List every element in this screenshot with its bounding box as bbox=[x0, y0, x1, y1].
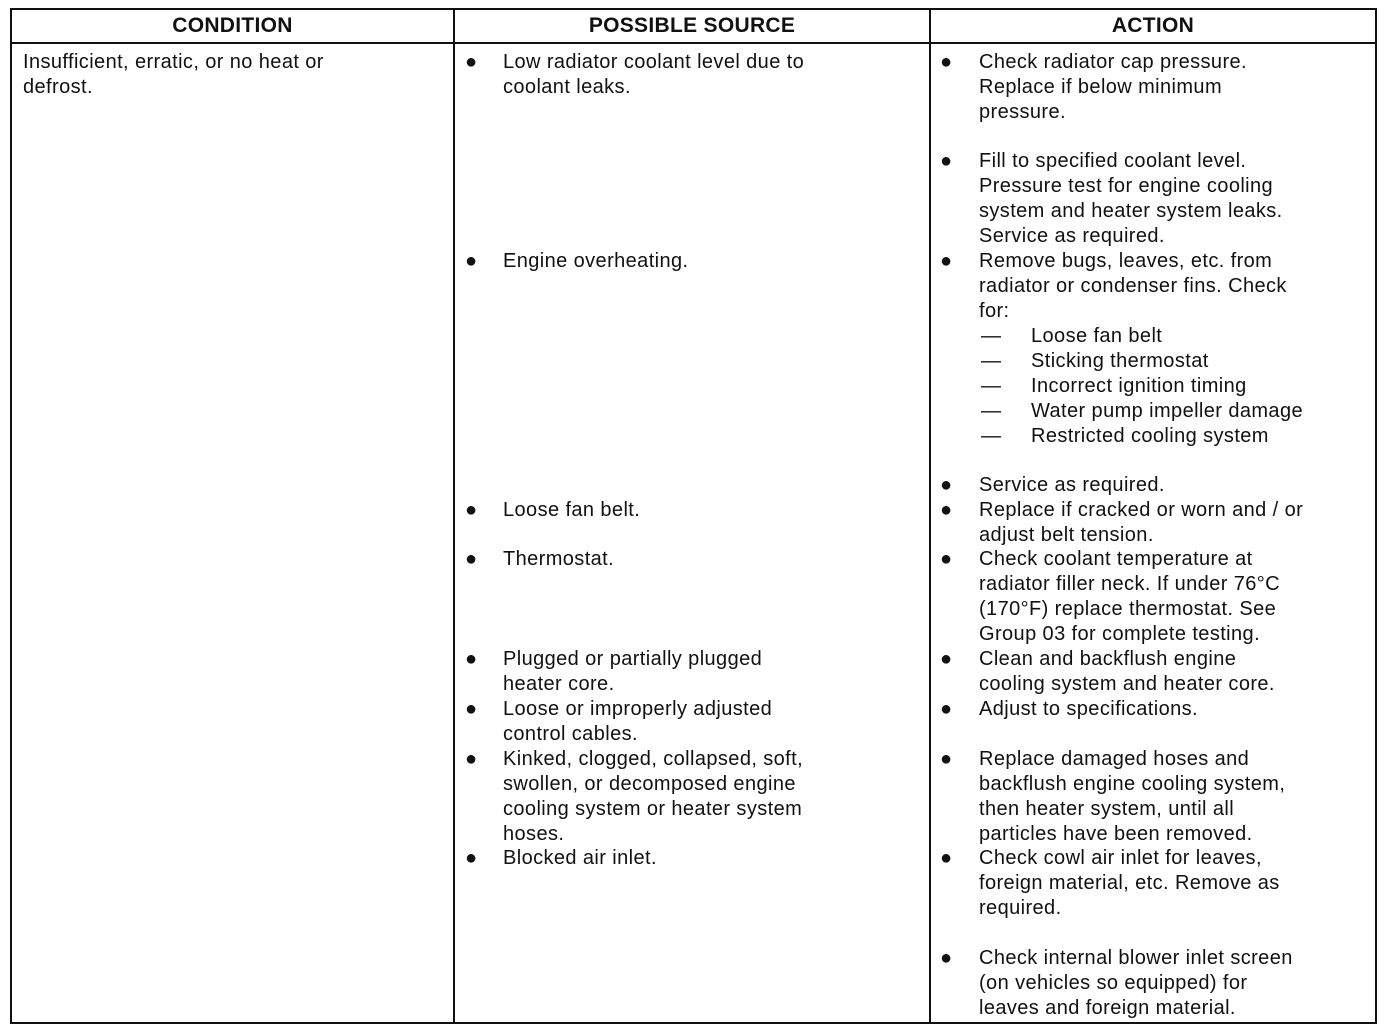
action-text: Remove bugs, leaves, etc. from bbox=[979, 250, 1273, 272]
action-text: Group 03 for complete testing. bbox=[979, 623, 1261, 645]
source-text: coolant leaks. bbox=[503, 76, 631, 98]
action-text: Check coolant temperature at bbox=[979, 548, 1253, 570]
action-text: cooling system and heater core. bbox=[979, 673, 1275, 695]
bullet-icon: ● bbox=[465, 51, 478, 73]
source-text: Thermostat. bbox=[503, 548, 615, 570]
action-text: pressure. bbox=[979, 101, 1066, 123]
source-text: cooling system or heater system bbox=[503, 798, 803, 820]
header-possible-source: POSSIBLE SOURCE bbox=[588, 14, 796, 37]
bullet-icon: ● bbox=[940, 748, 953, 770]
action-text: leaves and foreign material. bbox=[979, 997, 1236, 1019]
action-subitem: Restricted cooling system bbox=[1031, 425, 1269, 447]
source-text: heater core. bbox=[503, 673, 615, 695]
bullet-icon: ● bbox=[940, 847, 953, 869]
action-text: radiator or condenser fins. Check bbox=[979, 275, 1287, 297]
column-divider bbox=[929, 8, 931, 1024]
bullet-icon: ● bbox=[465, 847, 478, 869]
source-text: Kinked, clogged, collapsed, soft, bbox=[503, 748, 804, 770]
bullet-icon: ● bbox=[940, 499, 953, 521]
dash-icon: — bbox=[981, 350, 1001, 372]
action-text: foreign material, etc. Remove as bbox=[979, 872, 1280, 894]
action-text: Check radiator cap pressure. bbox=[979, 51, 1247, 73]
column-divider bbox=[453, 8, 455, 1024]
source-text: swollen, or decomposed engine bbox=[503, 773, 796, 795]
action-text: (170°F) replace thermostat. See bbox=[979, 598, 1277, 620]
bullet-icon: ● bbox=[940, 150, 953, 172]
action-text: backflush engine cooling system, bbox=[979, 773, 1286, 795]
source-text: Engine overheating. bbox=[503, 250, 689, 272]
source-text: Loose or improperly adjusted bbox=[503, 698, 773, 720]
action-subitem: Loose fan belt bbox=[1031, 325, 1163, 347]
bullet-icon: ● bbox=[940, 947, 953, 969]
source-text: Low radiator coolant level due to bbox=[503, 51, 805, 73]
action-text: Fill to specified coolant level. bbox=[979, 150, 1247, 172]
action-text: particles have been removed. bbox=[979, 823, 1253, 845]
action-text: required. bbox=[979, 897, 1062, 919]
condition-text: Insufficient, erratic, or no heat or bbox=[23, 51, 324, 73]
action-text: Pressure test for engine cooling bbox=[979, 175, 1274, 197]
action-text: Replace if cracked or worn and / or bbox=[979, 499, 1304, 521]
action-text: (on vehicles so equipped) for bbox=[979, 972, 1248, 994]
action-text: Check cowl air inlet for leaves, bbox=[979, 847, 1262, 869]
bullet-icon: ● bbox=[940, 474, 953, 496]
action-text: radiator filler neck. If under 76°C bbox=[979, 573, 1281, 595]
header-action: ACTION bbox=[1111, 14, 1195, 37]
dash-icon: — bbox=[981, 400, 1001, 422]
header-divider bbox=[10, 42, 1377, 44]
header-condition: CONDITION bbox=[172, 14, 293, 37]
source-text: control cables. bbox=[503, 723, 638, 745]
bullet-icon: ● bbox=[940, 51, 953, 73]
bullet-icon: ● bbox=[940, 548, 953, 570]
action-text: Replace damaged hoses and bbox=[979, 748, 1250, 770]
source-text: Loose fan belt. bbox=[503, 499, 641, 521]
bullet-icon: ● bbox=[940, 648, 953, 670]
bullet-icon: ● bbox=[940, 250, 953, 272]
action-text: Service as required. bbox=[979, 225, 1165, 247]
bullet-icon: ● bbox=[465, 499, 478, 521]
condition-text: defrost. bbox=[23, 76, 93, 98]
bullet-icon: ● bbox=[465, 648, 478, 670]
action-subitem: Water pump impeller damage bbox=[1031, 400, 1303, 422]
action-text: then heater system, until all bbox=[979, 798, 1235, 820]
dash-icon: — bbox=[981, 375, 1001, 397]
action-text: adjust belt tension. bbox=[979, 524, 1154, 546]
action-text: Adjust to specifications. bbox=[979, 698, 1198, 720]
bullet-icon: ● bbox=[465, 748, 478, 770]
source-text: Blocked air inlet. bbox=[503, 847, 657, 869]
source-text: hoses. bbox=[503, 823, 565, 845]
action-subitem: Incorrect ignition timing bbox=[1031, 375, 1247, 397]
dash-icon: — bbox=[981, 425, 1001, 447]
bullet-icon: ● bbox=[465, 250, 478, 272]
bullet-icon: ● bbox=[465, 698, 478, 720]
action-text: Service as required. bbox=[979, 474, 1165, 496]
bullet-icon: ● bbox=[940, 698, 953, 720]
action-text: Check internal blower inlet screen bbox=[979, 947, 1293, 969]
action-text: Clean and backflush engine bbox=[979, 648, 1237, 670]
action-text: for: bbox=[979, 300, 1010, 322]
action-text: Replace if below minimum bbox=[979, 76, 1223, 98]
action-text: system and heater system leaks. bbox=[979, 200, 1283, 222]
source-text: Plugged or partially plugged bbox=[503, 648, 763, 670]
action-subitem: Sticking thermostat bbox=[1031, 350, 1209, 372]
dash-icon: — bbox=[981, 325, 1001, 347]
bullet-icon: ● bbox=[465, 548, 478, 570]
